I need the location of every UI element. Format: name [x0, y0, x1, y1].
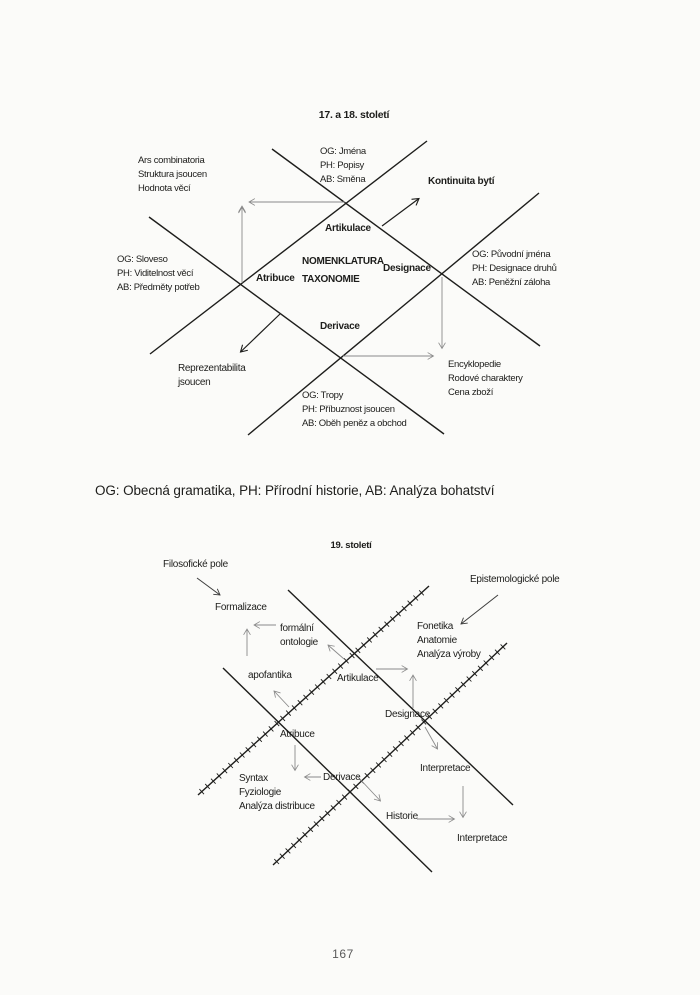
- block-line: Hodnota věcí: [138, 183, 191, 194]
- block-line: PH: Designace druhů: [472, 263, 557, 274]
- connector-apofantika: [274, 691, 289, 707]
- block-line: formální: [280, 623, 314, 634]
- label-atribuce-17: Atribuce: [256, 273, 295, 284]
- block-line: Analýza distribuce: [239, 801, 315, 812]
- label-formalizace: Formalizace: [215, 602, 267, 613]
- block-line: Encyklopedie: [448, 359, 501, 370]
- block-line: Anatomie: [417, 635, 457, 646]
- block-fonetika: [417, 620, 481, 662]
- block-line: Ars combinatoria: [138, 155, 205, 166]
- block-line: PH: Popisy: [320, 160, 364, 171]
- block-line: OG: Sloveso: [117, 254, 168, 265]
- label-filosoficke-pole: Filosofické pole: [163, 559, 228, 570]
- block-line: OG: Jména: [320, 146, 366, 157]
- connector-formalni-ontologie: [328, 645, 344, 659]
- legend-text: OG: Obecná gramatika, PH: Přírodní historie, AB: Analýza bohatství: [95, 483, 495, 498]
- block-encyklopedie: [448, 358, 523, 400]
- block-og-jmena: [320, 145, 366, 187]
- label-artikulace-17: Artikulace: [325, 223, 371, 234]
- arrow-reprezentabilita: [241, 314, 281, 352]
- block-reprezentabilita: [178, 362, 245, 390]
- block-line: Reprezentabilita: [178, 363, 246, 374]
- label-interpretace-upper: Interpretace: [420, 763, 471, 774]
- page-number: 167: [332, 947, 354, 961]
- block-line: NOMENKLATURA: [302, 256, 384, 267]
- block-line: Fyziologie: [239, 787, 282, 798]
- block-line: Cena zboží: [448, 387, 494, 398]
- block-line: OG: Původní jména: [472, 249, 551, 260]
- block-line: Rodové charaktery: [448, 373, 523, 384]
- label-kontinuita-byti: Kontinuita bytí: [428, 176, 495, 187]
- block-formalni-ontologie: [280, 622, 318, 650]
- block-line: TAXONOMIE: [302, 274, 360, 285]
- block-syntax: [239, 772, 315, 814]
- label-derivace-17: Derivace: [320, 321, 360, 332]
- label-derivace-19: Derivace: [323, 772, 361, 783]
- block-line: AB: Směna: [320, 174, 366, 185]
- block-line: Analýza výroby: [417, 649, 481, 660]
- block-line: PH: Viditelnost věcí: [117, 268, 194, 279]
- label-nomenklatura-taxonomie: [302, 253, 384, 289]
- block-line: AB: Peněžní záloha: [472, 277, 551, 288]
- hatched-line-19-left: [198, 586, 429, 795]
- block-og-tropy: [302, 389, 407, 431]
- block-line: AB: Oběh peněz a obchod: [302, 418, 407, 429]
- block-line: PH: Příbuznost jsoucen: [302, 404, 395, 415]
- label-apofantika: apofantika: [248, 670, 292, 681]
- label-historie: Historie: [386, 811, 418, 822]
- diagram17-title: 17. a 18. století: [318, 109, 390, 121]
- block-og-sloveso: [117, 253, 199, 295]
- block-line: Syntax: [239, 773, 268, 784]
- block-line: ontologie: [280, 637, 318, 648]
- arrow-kontinuita-byti: [382, 199, 419, 227]
- label-interpretace-lower: Interpretace: [457, 833, 508, 844]
- label-artikulace-19: Artikulace: [337, 673, 379, 684]
- label-designace-19: Designace: [385, 709, 431, 720]
- block-og-puvodni-jmena: [472, 248, 557, 290]
- arrow-filosoficke-pole: [197, 578, 220, 595]
- block-line: Fonetika: [417, 621, 453, 632]
- label-epistemologicke-pole: Epistemologické pole: [470, 574, 560, 585]
- label-atribuce-19: Atribuce: [280, 729, 315, 740]
- connector-derivace-historie: [357, 776, 381, 801]
- block-line: jsoucen: [178, 377, 211, 388]
- block-ars-combinatoria: [138, 154, 207, 196]
- block-line: OG: Tropy: [302, 390, 344, 401]
- label-designace-17: Designace: [383, 263, 431, 274]
- diagram19-title: 19. století: [330, 540, 372, 551]
- block-line: AB: Předměty potřeb: [117, 282, 200, 293]
- block-line: Struktura jsoucen: [138, 169, 207, 180]
